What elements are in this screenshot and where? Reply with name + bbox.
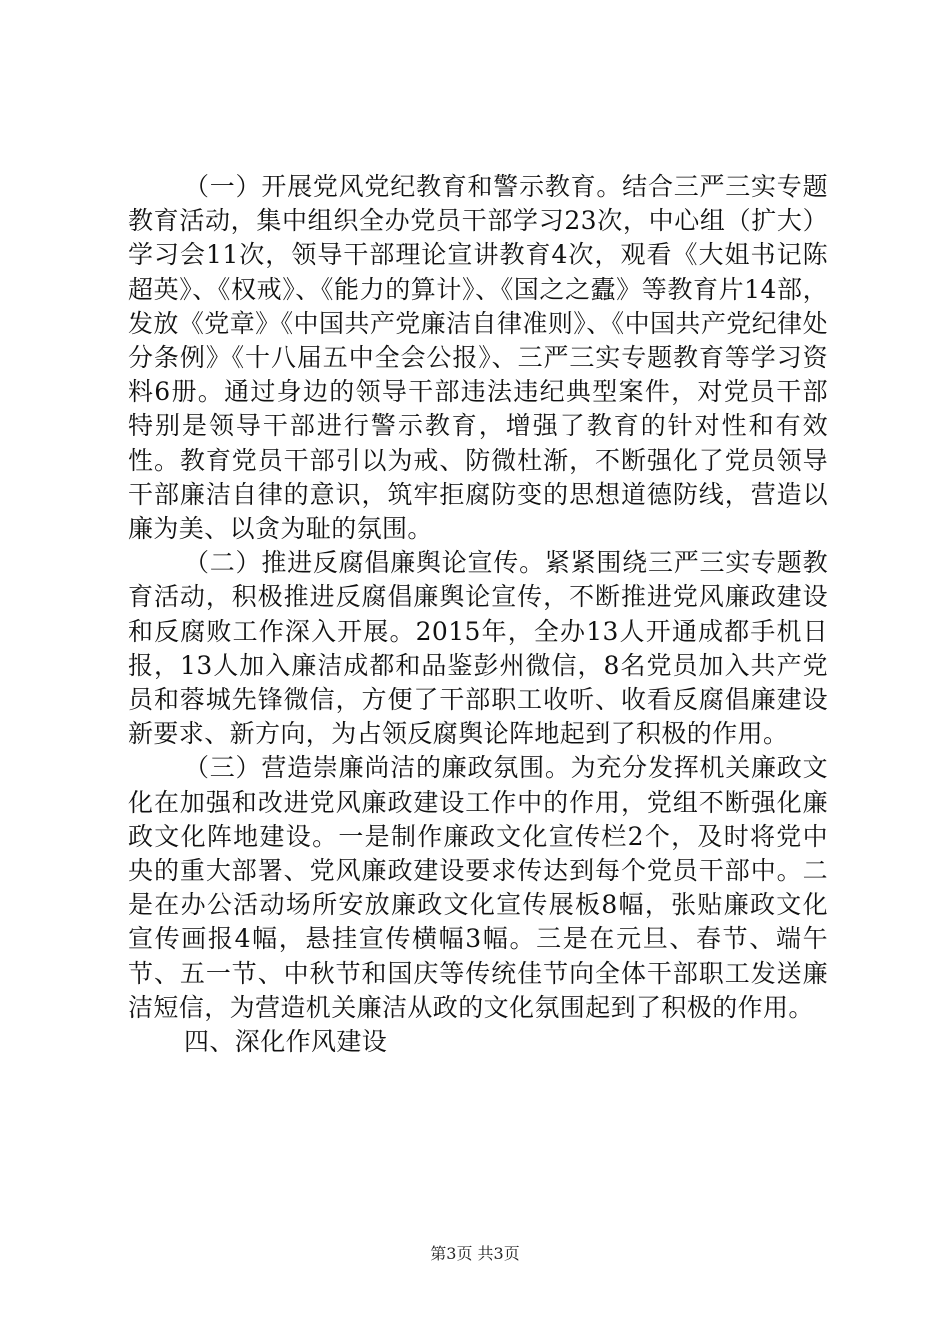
document-body [128,170,828,1059]
paragraph-anti-corruption-publicity: （二）推进反腐倡廉舆论宣传。紧紧围绕三严三实专题教育活动，积极推进反腐倡廉舆论宣传，不断推进党风廉政建设和反腐败工作深入开展。2015年，全办13人开通成都手机日报，13人加入廉洁成都和品鉴彭州微信，8名党员加入共产党员和蓉城先锋微信，方便了干部职工收听、收看反腐倡廉建设新要求、新方向，为占领反腐舆论阵地起到了积极的作用。 [128,548,828,749]
page-number-footer: 第3页 共3页 [430,1244,520,1263]
paragraph-integrity-atmosphere: （三）营造崇廉尚洁的廉政氛围。为充分发挥机关廉政文化在加强和改进党风廉政建设工作中的作用，党组不断强化廉政文化阵地建设。一是制作廉政文化宣传栏2个，及时将党中央的重大部署、党风廉政建设要求传达到每个党员干部中。二是在办公活动场所安放廉政文化宣传展板8幅，张贴廉政文化宣传画报4幅，悬挂宣传横幅3幅。三是在元旦、春节、端午节、五一节、中秋节和国庆等传统佳节向全体干部职工发送廉洁短信，为营造机关廉洁从政的文化氛围起到了积极的作用。 [128,753,828,1022]
section-heading-work-style: 四、深化作风建设 [184,1027,388,1057]
paragraph-party-discipline-education: （一）开展党风党纪教育和警示教育。结合三严三实专题教育活动，集中组织全办党员干部学习23次，中心组（扩大）学习会11次，领导干部理论宣讲教育4次，观看《大姐书记陈超英》、《权戒》、《能力的算计》、《国之之蠹》等教育片14部，发放《党章》《中国共产党廉洁自律准则》、《中国共产党纪律处分条例》《十八届五中全会公报》、三严三实专题教育等学习资料6册。通过身边的领导干部违法违纪典型案件，对党员干部特别是领导干部进行警示教育，增强了教育的针对性和有效性。教育党员干部引以为戒、防微杜渐，不断强化了党员领导干部廉洁自律的意识，筑牢拒腐防变的思想道德防线，营造以廉为美、以贪为耻的氛围。 [128,172,828,544]
